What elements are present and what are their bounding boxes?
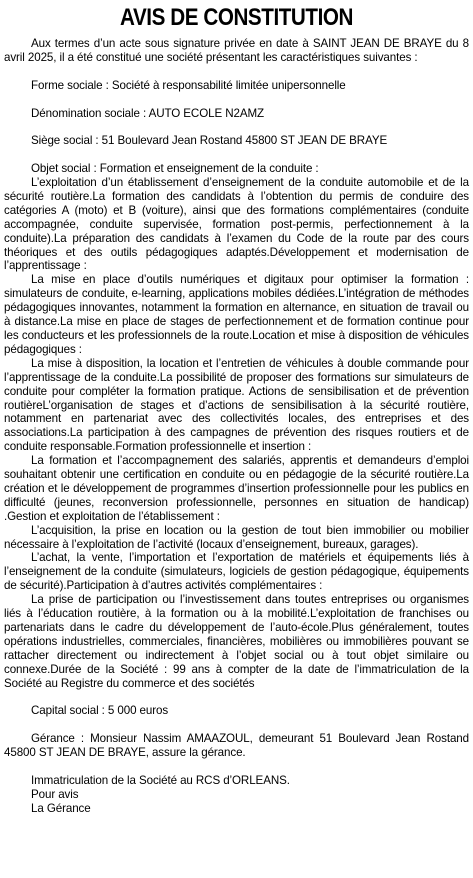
capital-social: Capital social : 5 000 euros bbox=[31, 704, 169, 718]
notice-title: AVIS DE CONSTITUTION bbox=[120, 4, 353, 31]
objet-paragraph: La prise de participation ou l’investissement dans toutes entreprises ou organismes liés à l’éducation routière, à la formation ou à la mobilité.L’exploitation de franchises ou partenariats dans le cadre du développement de l’auto-école.Plus généralement, toutes opérations industrielles, commerciales, financières, mobilières ou immobilières pouvant se rattacher directement ou indirectement à l’objet social ou à tout objet similaire ou connexe.Durée de la Société : 99 ans à compter de la date de l’immatriculation de la Société au Registre du commerce et des sociétés bbox=[4, 593, 469, 690]
objet-paragraph: L’achat, la vente, l’importation et l’exportation de matériels et équipements liés à l’enseignement de la conduite (simulateurs, logiciels de gestion pédagogique, équipements de sécurité).Participation à d’autres activités complémentaires : bbox=[4, 551, 469, 593]
denomination-sociale: Dénomination sociale : AUTO ECOLE N2AMZ bbox=[31, 106, 265, 120]
forme-sociale: Forme sociale : Société à responsabilité limitée unipersonnelle bbox=[31, 78, 346, 92]
notice-body bbox=[4, 37, 469, 816]
intro-paragraph: Aux termes d’un acte sous signature privée en date à SAINT JEAN DE BRAYE du 8 avril 2025, il a été constitué une société présentant les caractéristiques suivantes : bbox=[4, 37, 469, 64]
siege-social: Siège social : 51 Boulevard Jean Rostand 45800 ST JEAN DE BRAYE bbox=[31, 134, 388, 148]
immatriculation: Immatriculation de la Société au RCS d’ORLEANS. bbox=[31, 773, 290, 787]
objet-paragraph: La formation et l’accompagnement des salariés, apprentis et demandeurs d’emploi souhaitant obtenir une certification en conduite ou en pédagogie de la sécurité routière.La création et le développement de programmes d’insertion professionnelle pour les publics en difficulté (jeunes, reconversion professionnelle, personnes en situation de handicap) .Gestion et exploitation de l’établissement : bbox=[4, 454, 469, 523]
objet-paragraph: L’exploitation d’un établissement d’enseignement de la conduite automobile et de la sécurité routière.La formation des candidats à l’obtention du permis de conduire des catégories A (moto) et B (voiture), ainsi que des formations complémentaires (conduite accompagnée, conduite supervisée, formation post-permis, perfectionnement à la conduite).La préparation des candidats à l’examen du Code de la route par des cours théoriques et des outils pédagogiques adaptés.Développement et modernisation de l’apprentissage : bbox=[4, 176, 469, 273]
objet-paragraph: L’acquisition, la prise en location ou la gestion de tout bien immobilier ou mobilier nécessaire à l’exploitation de l’activité (locaux d’enseignement, bureaux, garages). bbox=[4, 523, 469, 551]
closing-pour-avis: Pour avis bbox=[31, 787, 79, 801]
closing-signature: La Gérance bbox=[31, 801, 91, 815]
gerance: Gérance : Monsieur Nassim AMAAZOUL, demeurant 51 Boulevard Jean Rostand 45800 ST JEAN DE BRAYE, assure la gérance. bbox=[4, 732, 469, 760]
objet-social-title: Objet social : Formation et enseignement de la conduite : bbox=[31, 162, 319, 176]
objet-paragraph: La mise à disposition, la location et l’entretien de véhicules à double commande pour l’apprentissage de la conduite.La possibilité de proposer des formations sur simulateurs de conduite pour compléter la formation pratique. Actions de sensibilisation et de prévention routièreL’organisation de stages et d’actions de sensibilisation à la sécurité routière, notamment en partenariat avec des collectivités locales, des entreprises et des associations.La participation à des campagnes de prévention des risques routiers et de conduite responsable.Formation professionnelle et insertion : bbox=[4, 356, 469, 454]
objet-paragraph: La mise en place d’outils numériques et digitaux pour optimiser la formation : simulateurs de conduite, e-learning, applications mobiles dédiées.L’intégration de méthodes pédagogiques innovantes, notamment la formation en alternance, en situation de travail ou à distance.La mise en place de stages de perfectionnement et de formation continue pour les conducteurs et les professionnels de la route.Location et mise à disposition de véhicules pédagogiques : bbox=[4, 273, 469, 356]
